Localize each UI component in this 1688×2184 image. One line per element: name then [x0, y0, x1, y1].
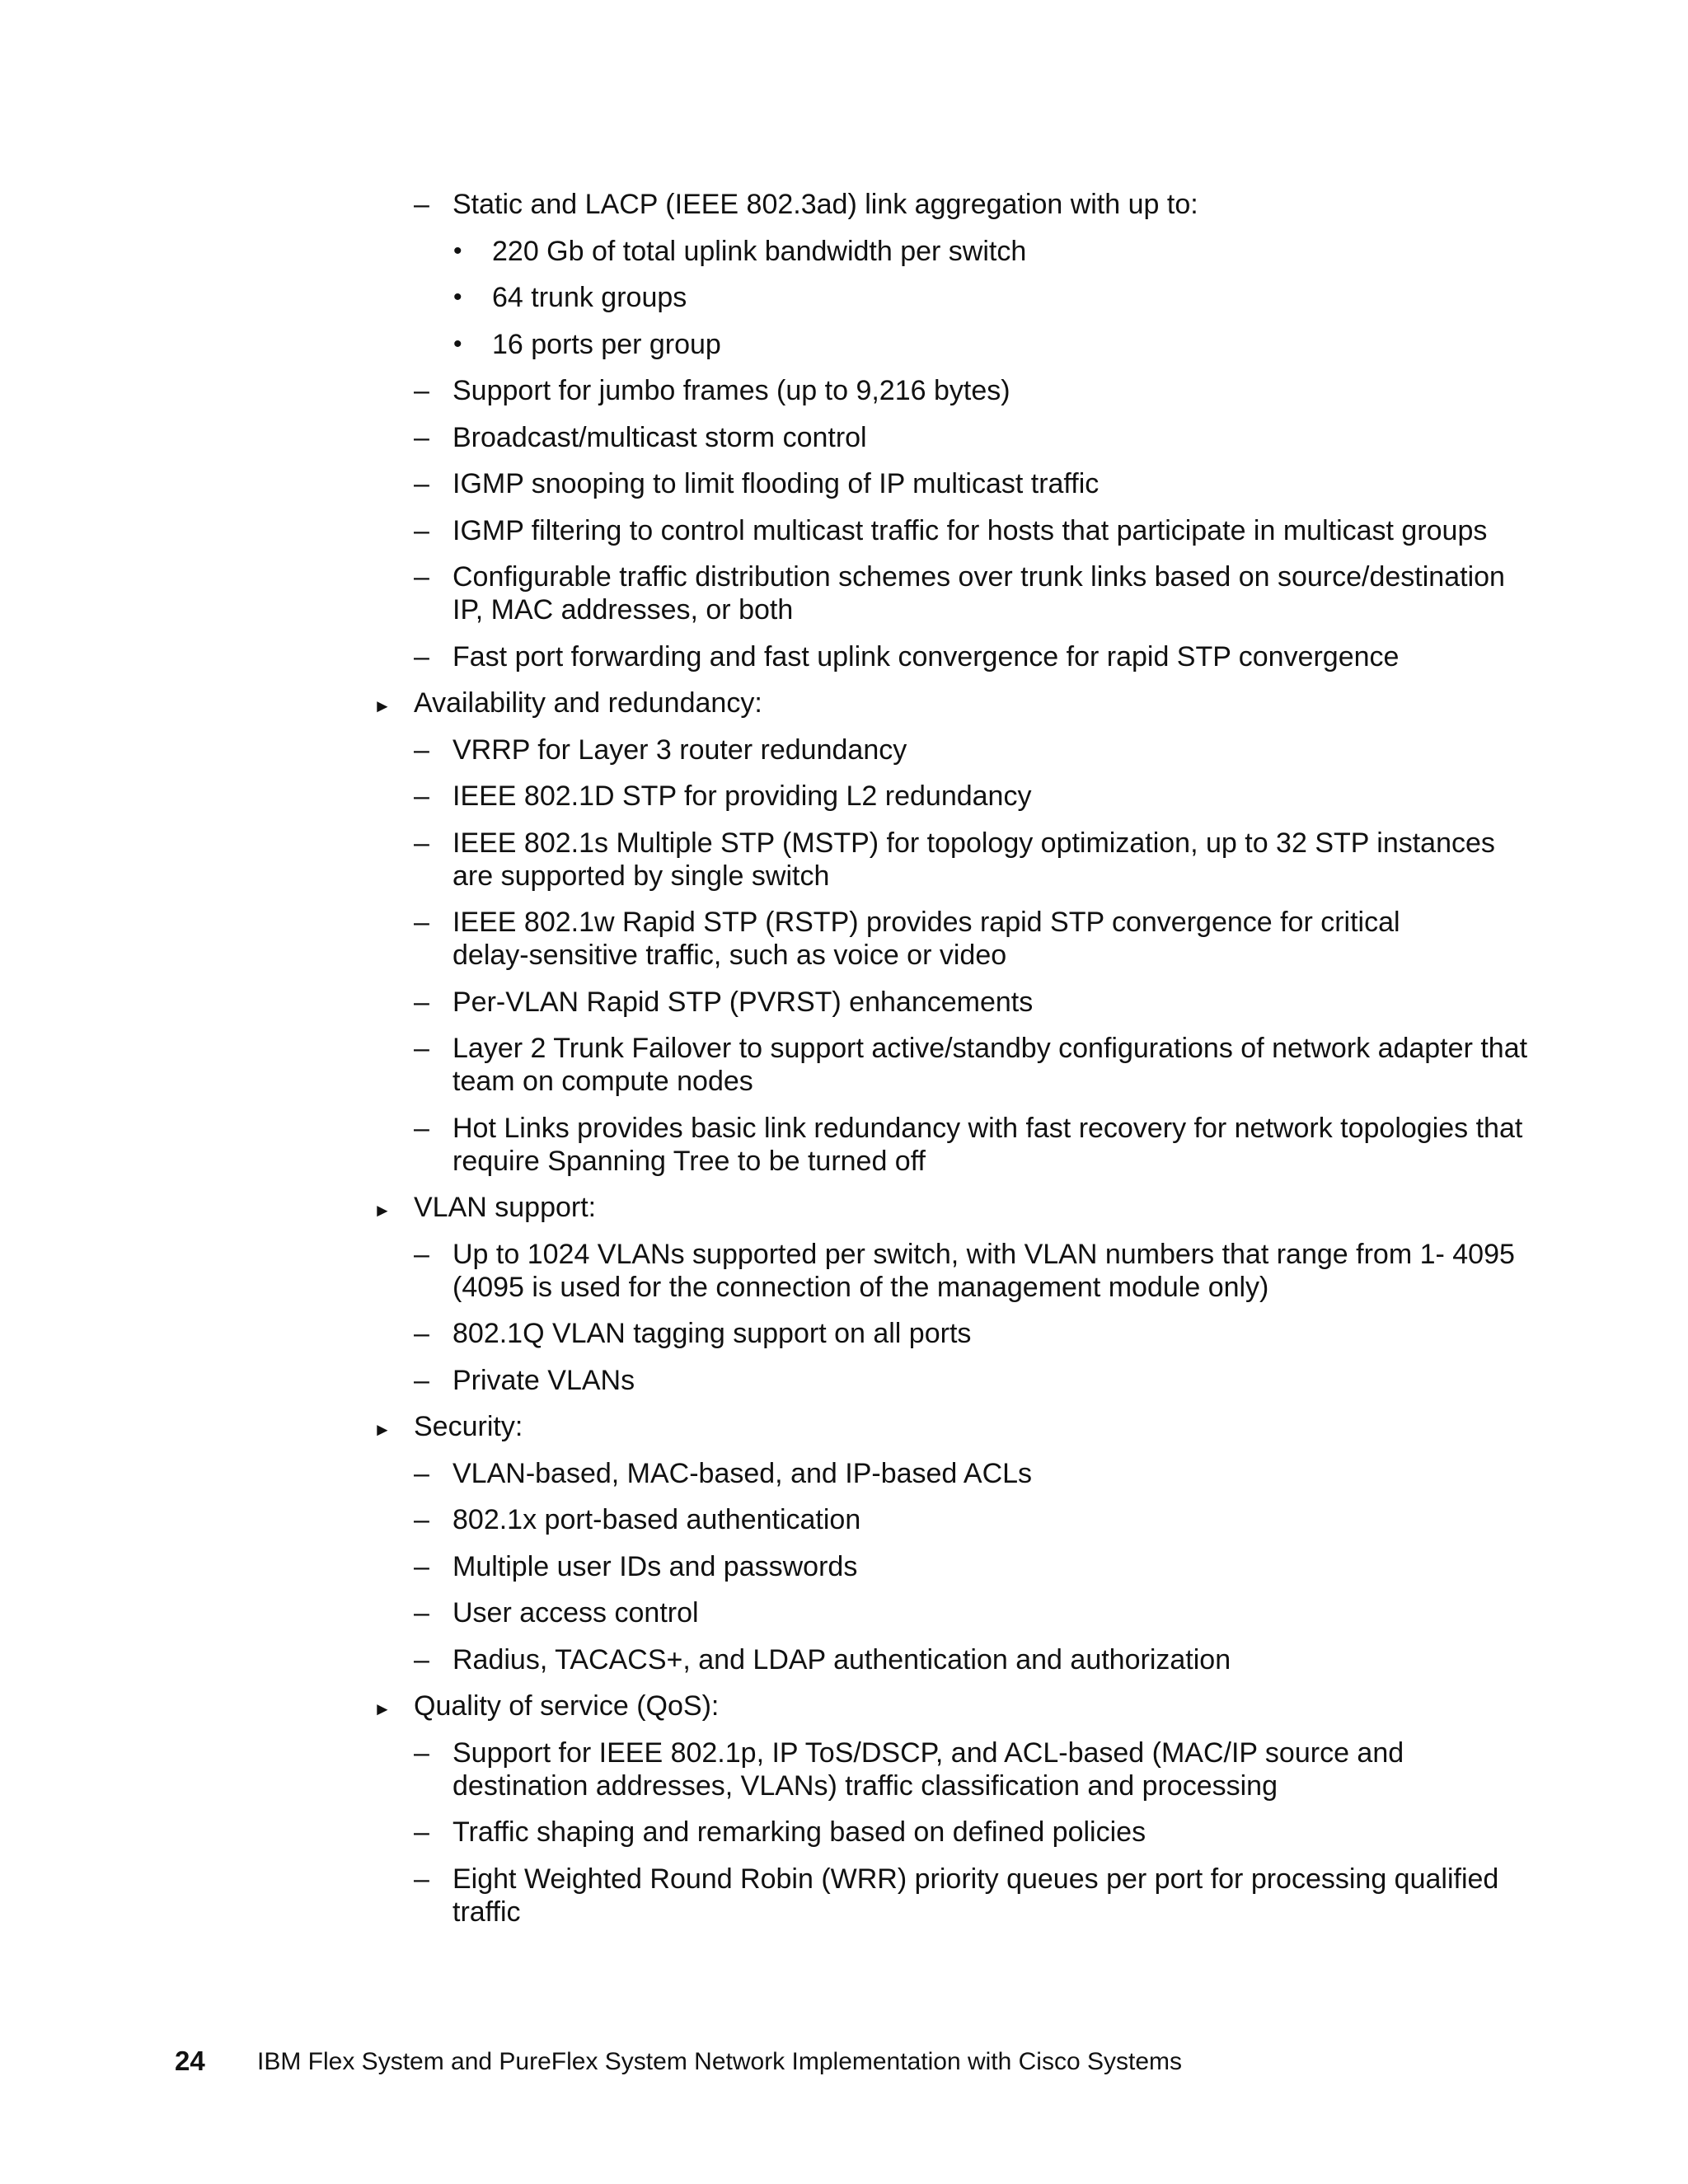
- list-item-text: Quality of service (QoS):: [414, 1690, 720, 1722]
- dash-bullet-icon: –: [414, 1504, 429, 1535]
- list-item-text: Traffic shaping and remarking based on defined policies: [452, 1816, 1146, 1848]
- dash-bullet-icon: –: [414, 1643, 429, 1675]
- list-item-text: team on compute nodes: [452, 1066, 753, 1097]
- dash-bullet-icon: –: [414, 1863, 429, 1895]
- list-item-text: 16 ports per group: [492, 328, 721, 360]
- list-item-text: Availability and redundancy:: [414, 687, 762, 719]
- dash-bullet-icon: –: [414, 733, 429, 766]
- list-item-text: Private VLANs: [452, 1364, 635, 1396]
- list-item-text: require Spanning Tree to be turned off: [452, 1145, 926, 1177]
- dash-bullet-icon: –: [414, 1364, 429, 1396]
- list-item-text: Support for IEEE 802.1p, IP ToS/DSCP, and ACL-based (MAC/IP source and: [452, 1736, 1404, 1769]
- list-item-text: destination addresses, VLANs) traffic classification and processing: [452, 1769, 1278, 1802]
- dash-bullet-icon: –: [414, 1318, 429, 1349]
- dash-bullet-icon: –: [414, 1550, 429, 1582]
- list-item-text: 802.1Q VLAN tagging support on all ports: [452, 1318, 972, 1349]
- dash-bullet-icon: –: [414, 1736, 429, 1769]
- list-item-text: delay-sensitive traffic, such as voice or video: [452, 940, 1007, 971]
- dash-bullet-icon: –: [414, 1112, 429, 1144]
- list-item-text: IGMP filtering to control multicast traffic for hosts that participate in multicast groups: [452, 514, 1488, 546]
- list-item-text: Static and LACP (IEEE 802.3ad) link aggregation with up to:: [452, 189, 1198, 220]
- dash-bullet-icon: –: [414, 1033, 429, 1064]
- list-item-text: Configurable traffic distribution schemes over trunk links based on source/destination: [452, 561, 1505, 593]
- list-item-text: Multiple user IDs and passwords: [452, 1550, 858, 1582]
- dash-bullet-icon: –: [414, 1816, 429, 1848]
- list-item-text: VLAN-based, MAC-based, and IP-based ACLs: [452, 1457, 1033, 1489]
- dash-bullet-icon: –: [414, 907, 429, 938]
- dash-bullet-icon: –: [414, 514, 429, 546]
- list-item-text: are supported by single switch: [452, 860, 830, 892]
- dash-bullet-icon: –: [414, 1597, 429, 1629]
- list-item-text: IEEE 802.1D STP for providing L2 redundancy: [452, 780, 1032, 812]
- list-item-text: 802.1x port-based authentication: [452, 1504, 861, 1535]
- list-item-text: Support for jumbo frames (up to 9,216 bytes): [452, 375, 1010, 406]
- list-item-text: Fast port forwarding and fast uplink convergence for rapid STP convergence: [452, 640, 1400, 673]
- triangle-bullet-icon: ►: [373, 1419, 392, 1440]
- list-item-text: IEEE 802.1w Rapid STP (RSTP) provides rapid STP convergence for critical: [452, 907, 1400, 938]
- list-item-text: IP, MAC addresses, or both: [452, 594, 794, 626]
- list-item-text: IEEE 802.1s Multiple STP (MSTP) for topology optimization, up to 32 STP instances: [452, 827, 1495, 859]
- dash-bullet-icon: –: [414, 375, 429, 406]
- list-item-text: 64 trunk groups: [492, 282, 687, 313]
- dash-bullet-icon: –: [414, 780, 429, 812]
- list-item-text: Eight Weighted Round Robin (WRR) priority queues per port for processing qualified: [452, 1863, 1499, 1895]
- book-title: IBM Flex System and PureFlex System Network Implementation with Cisco Systems: [257, 2048, 1183, 2075]
- dot-bullet-icon: •: [453, 330, 462, 358]
- dash-bullet-icon: –: [414, 189, 429, 220]
- dash-bullet-icon: –: [414, 640, 429, 673]
- dash-bullet-icon: –: [414, 468, 429, 499]
- list-item-text: Per-VLAN Rapid STP (PVRST) enhancements: [452, 986, 1034, 1018]
- list-item-text: Security:: [414, 1411, 523, 1442]
- list-item-text: (4095 is used for the connection of the management module only): [452, 1271, 1269, 1303]
- list-item-text: VLAN support:: [414, 1192, 597, 1223]
- list-item-text: Broadcast/multicast storm control: [452, 421, 867, 453]
- list-item-text: Up to 1024 VLANs supported per switch, with VLAN numbers that range from 1- 4095: [452, 1238, 1515, 1270]
- dot-bullet-icon: •: [453, 237, 462, 265]
- dash-bullet-icon: –: [414, 1457, 429, 1489]
- triangle-bullet-icon: ►: [373, 1699, 392, 1719]
- dot-bullet-icon: •: [453, 284, 462, 311]
- triangle-bullet-icon: ►: [373, 1200, 392, 1221]
- list-item-text: IGMP snooping to limit flooding of IP multicast traffic: [452, 468, 1100, 499]
- dash-bullet-icon: –: [414, 421, 429, 453]
- dash-bullet-icon: –: [414, 561, 429, 593]
- list-item-text: User access control: [452, 1597, 699, 1629]
- list-item-text: 220 Gb of total uplink bandwidth per switch: [492, 235, 1027, 267]
- list-item-text: traffic: [452, 1896, 521, 1928]
- dash-bullet-icon: –: [414, 986, 429, 1018]
- list-item-text: Hot Links provides basic link redundancy with fast recovery for network topologies that: [452, 1112, 1523, 1144]
- list-item-text: Radius, TACACS+, and LDAP authentication and authorization: [452, 1643, 1231, 1675]
- triangle-bullet-icon: ►: [373, 696, 392, 716]
- list-item-text: Layer 2 Trunk Failover to support active/standby configurations of network adapter that: [452, 1033, 1528, 1064]
- dash-bullet-icon: –: [414, 1238, 429, 1270]
- dash-bullet-icon: –: [414, 827, 429, 859]
- page-number: 24: [175, 2046, 205, 2076]
- list-item-text: VRRP for Layer 3 router redundancy: [452, 733, 907, 766]
